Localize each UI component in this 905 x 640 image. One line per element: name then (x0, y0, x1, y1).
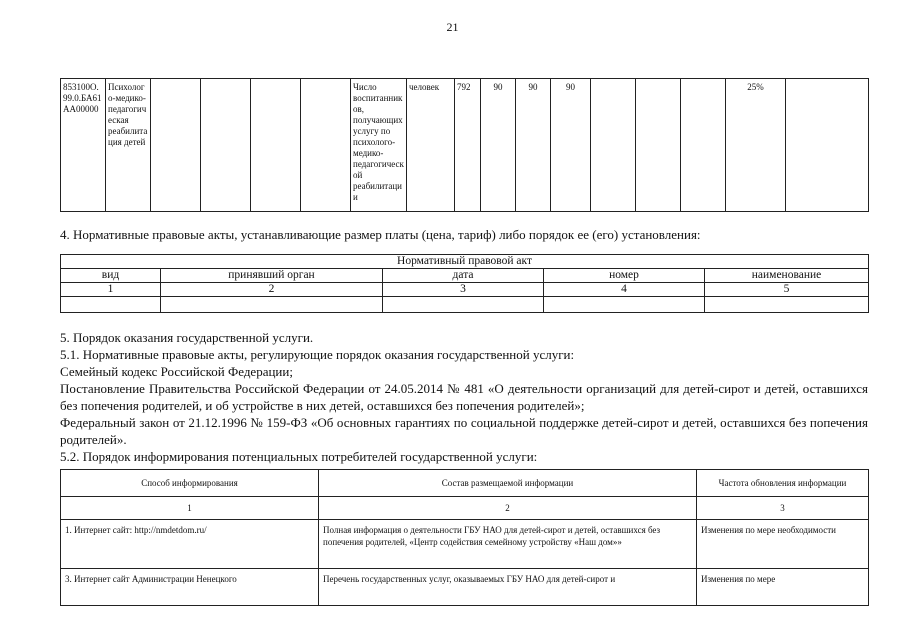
paragraph: Постановление Правительства Российской Федерации от 24.05.2014 № 481 «О деятельности организаций для детей-сирот и детей, оставшихся без попечения родителей, и об устройстве в них детей, оставшихся без попечения родителей»; (60, 381, 868, 413)
paragraph: Федеральный закон от 21.12.1996 № 159-ФЗ «Об основных гарантиях по социальной поддержке детей-сирот и детей, оставшихся без попечения родителей». (60, 415, 868, 447)
allowed-deviation: 25% (726, 79, 786, 212)
update-frequency: Изменения по мере (697, 569, 869, 606)
page-number: 21 (446, 20, 459, 34)
table-row (61, 297, 869, 313)
table-row (61, 497, 869, 520)
indicator-name: Число воспитанников, получающих услугу по психолого-медико-педагогической реабилитации (351, 79, 407, 212)
column-header: Частота обновления информации (697, 470, 869, 497)
column-header: вид (61, 269, 161, 283)
information-content: Перечень государственных услуг, оказываемых ГБУ НАО для детей-сирот и (319, 569, 697, 606)
column-index: 1 (61, 283, 161, 297)
column-index: 2 (319, 497, 697, 520)
column-header: Состав размещаемой информации (319, 470, 697, 497)
table-row (61, 283, 869, 297)
service-code: 853100О.99.0.БА61АА00000 (61, 79, 106, 212)
value-2: 90 (516, 79, 551, 212)
value-1: 90 (481, 79, 516, 212)
informing-table (60, 469, 869, 606)
column-index: 3 (383, 283, 544, 297)
information-content: Полная информация о деятельности ГБУ НАО для детей-сирот и детей, оставшихся без попечения родителей, «Центр содействия семейному устройству «Наш дом»» (319, 520, 697, 569)
update-frequency: Изменения по мере необходимости (697, 520, 869, 569)
column-header: принявший орган (161, 269, 383, 283)
column-header: Способ информирования (61, 470, 319, 497)
table-row (61, 569, 869, 606)
table-row (61, 255, 869, 269)
section-5-text (60, 329, 868, 465)
column-index: 1 (61, 497, 319, 520)
table-header-row (61, 269, 869, 283)
unit-code: 792 (455, 79, 481, 212)
unit-name: человек (407, 79, 455, 212)
column-header: наименование (705, 269, 869, 283)
paragraph: 5. Порядок оказания государственной услуги. (60, 330, 314, 345)
group-header: Нормативный правовой акт (61, 255, 869, 269)
legal-acts-table (60, 254, 869, 313)
value-3: 90 (551, 79, 591, 212)
column-index: 3 (697, 497, 869, 520)
paragraph: 5.2. Порядок информирования потенциальных потребителей государственной услуги: (60, 449, 538, 464)
table-row (61, 79, 869, 212)
column-index: 4 (544, 283, 705, 297)
column-index: 2 (161, 283, 383, 297)
informing-method: 1. Интернет сайт: http://nmdetdom.ru/ (61, 520, 319, 569)
section-4-heading: 4. Нормативные правовые акты, устанавливающие размер платы (цена, тариф) либо порядок ее (его) установления: (60, 227, 701, 242)
informing-method: 3. Интернет сайт Администрации Ненецкого (61, 569, 319, 606)
service-volume-table (60, 78, 869, 212)
column-index: 5 (705, 283, 869, 297)
column-header: номер (544, 269, 705, 283)
column-header: дата (383, 269, 544, 283)
service-name: Психолого-медико-педагогическая реабилитация детей (106, 79, 151, 212)
table-row (61, 520, 869, 569)
paragraph: 5.1. Нормативные правовые акты, регулирующие порядок оказания государственной услуги: (60, 347, 575, 362)
table-header-row (61, 470, 869, 497)
paragraph: Семейный кодекс Российской Федерации; (60, 364, 293, 379)
